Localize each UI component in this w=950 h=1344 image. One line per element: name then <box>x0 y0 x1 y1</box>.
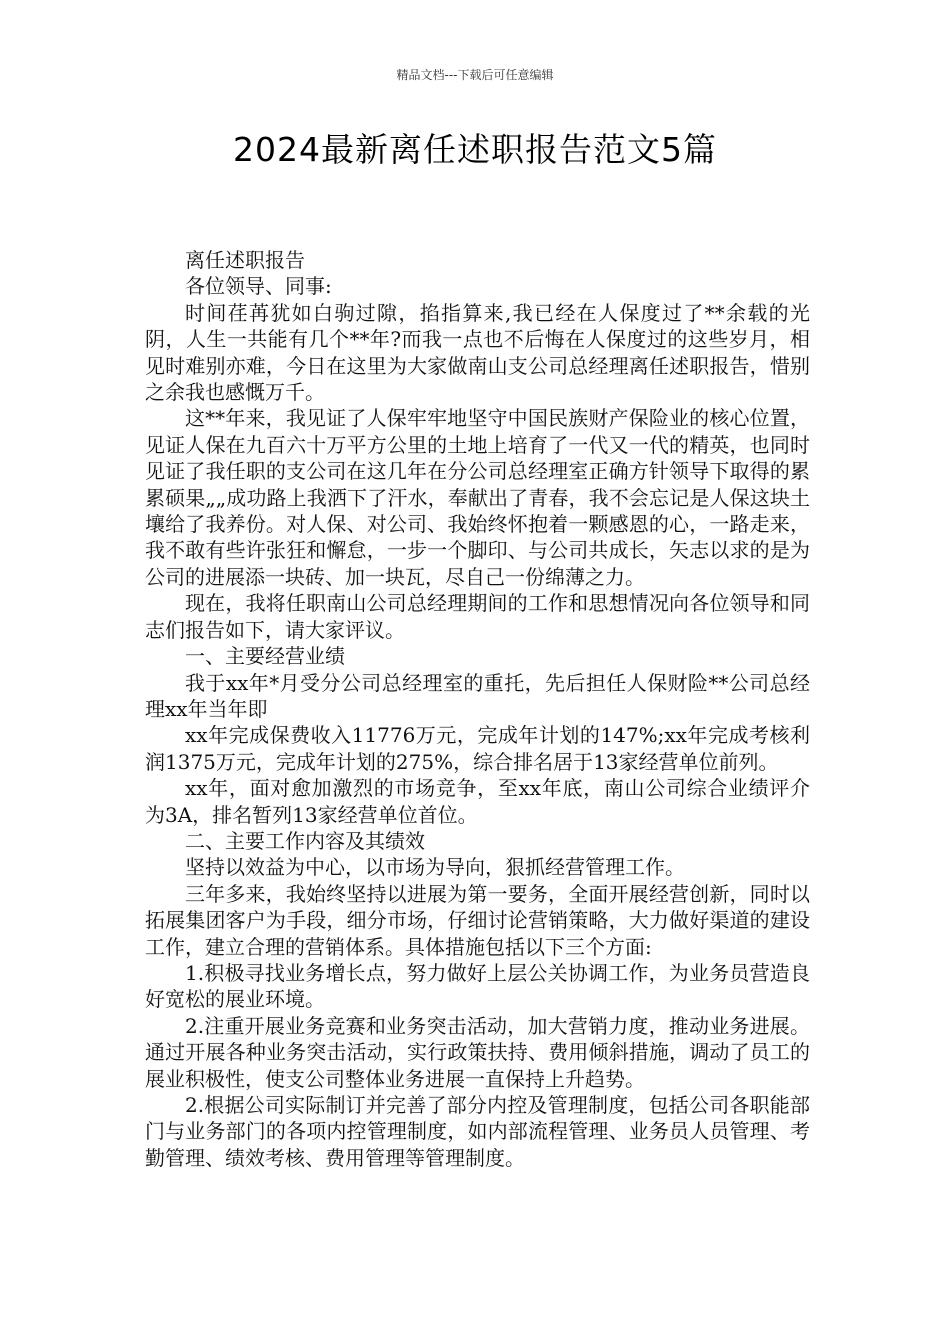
paragraph: 这**年来，我见证了人保牢牢地坚守中国民族财产保险业的核心位置，见证人保在九百六十万平方公里的土地上培育了一代又一代的精英，也同时见证了我任职的支公司在这几年在分公司总经理室正确方针领导下取得的累累硕果„„成功路上我洒下了汗水，奉献出了青春，我不会忘记是人保这块土壤给了我养份。对人保、对公司、我始终怀抱着一颗感恩的心，一路走来，我不敢有些许张狂和懈怠，一步一个脚印、与公司共成长，矢志以求的是为公司的进展添一块砖、加一块瓦，尽自己一份绵薄之力。 <box>145 406 810 589</box>
paragraph-salutation: 各位领导、同事: <box>185 274 332 299</box>
paragraph-heading: 一、主要经营业绩 <box>185 644 345 669</box>
list-item: 2.根据公司实际制订并完善了部分内控及管理制度，包括公司各职能部门与业务部门的各项内控管理制度，如内部流程管理、业务员人员管理、考勤管理、绩效考核、费用管理等管理制度。 <box>145 1093 810 1170</box>
paragraph: 我于xx年*月受分公司总经理室的重托，先后担任人保财险**公司总经理xx年当年即 <box>145 670 810 721</box>
document-body <box>145 247 810 1171</box>
list-item: 2.注重开展业务竞赛和业务突击活动，加大营销力度，推动业务进展。通过开展各种业务突击活动，实行政策扶持、费用倾斜措施，调动了员工的展业积极性，使支公司整体业务进展一直保持上升趋势。 <box>145 1013 810 1091</box>
paragraph: 坚持以效益为中心，以市场为导向，狠抓经营管理工作。 <box>185 855 685 880</box>
paragraph: 现在，我将任职南山公司总经理期间的工作和思想情况向各位领导和同志们报告如下，请大家评议。 <box>145 591 810 642</box>
paragraph: 三年多来，我始终坚持以进展为第一要务，全面开展经营创新，同时以拓展集团客户为手段，细分市场，仔细讨论营销策略，大力做好渠道的建设工作，建立合理的营销体系。具体措施包括以下三个方面: <box>145 881 810 959</box>
paragraph: 时间荏苒犹如白驹过隙，掐指算来,我已经在人保度过了**余载的光阴，人生一共能有几个**年?而我一点也不后悔在人保度过的这些岁月，相见时难别亦难，今日在这里为大家做南山支公司总经理离任述职报告，惜别之余我也感慨万千。 <box>145 300 810 405</box>
document-title: 2024最新离任述职报告范文5篇 <box>233 130 717 169</box>
paragraph: xx年完成保费收入11776万元，完成年计划的147%;xx年完成考核利润1375万元，完成年计划的275%，综合排名居于13家经营单位前列。 <box>145 723 810 774</box>
paragraph-section-heading: 离任述职报告 <box>185 248 305 272</box>
header-note: 精品文档---下载后可任意编辑 <box>396 68 554 82</box>
list-item: 1.积极寻找业务增长点，努力做好上层公关协调工作，为业务员营造良好宽松的展业环境。 <box>145 960 810 1012</box>
paragraph-heading: 二、主要工作内容及其绩效 <box>185 828 425 853</box>
paragraph: xx年，面对愈加激烈的市场竞争，至xx年底，南山公司综合业绩评介为3A，排名暂列13家经营单位首位。 <box>145 776 810 827</box>
